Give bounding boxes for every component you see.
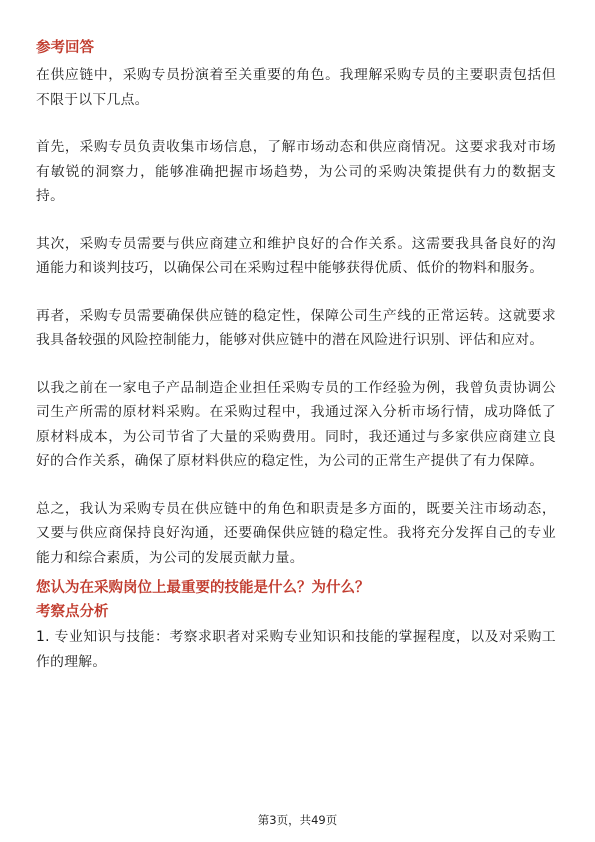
analysis-heading: 考察点分析 (36, 604, 109, 620)
analysis-point: 1. 专业知识与技能：考察求职者对采购专业知识和技能的掌握程度，以及对采购工作的理解。 (36, 629, 556, 670)
page-content (36, 38, 556, 674)
answer-paragraph: 首先，采购专员负责收集市场信息，了解市场动态和供应商情况。这要求我对市场有敏锐的洞察力，能够准确把握市场趋势，为公司的采购决策提供有力的数据支持。 (36, 139, 556, 204)
answer-paragraph: 以我之前在一家电子产品制造企业担任采购专员的工作经验为例，我曾负责协调公司生产所需的原材料采购。在采购过程中，我通过深入分析市场行情，成功降低了原材料成本，为公司节省了大量的采购费用。同时，我还通过与多家供应商建立良好的合作关系，确保了原材料供应的稳定性，为公司的正常生产提供了有力保障。 (36, 379, 556, 469)
answer-paragraph: 在供应链中，采购专员扮演着至关重要的角色。我理解采购专员的主要职责包括但不限于以下几点。 (36, 67, 556, 108)
page-number: 第3页，共49页 (257, 813, 338, 827)
question-title: 您认为在采购岗位上最重要的技能是什么？为什么？ (36, 580, 370, 596)
answer-paragraph: 其次，采购专员需要与供应商建立和维护良好的合作关系。这需要我具备良好的沟通能力和谈判技巧，以确保公司在采购过程中能够获得优质、低价的物料和服务。 (36, 235, 556, 276)
answer-paragraph: 再者，采购专员需要确保供应链的稳定性，保障公司生产线的正常运转。这就要求我具备较强的风险控制能力，能够对供应链中的潜在风险进行识别、评估和应对。 (36, 307, 556, 348)
answer-paragraph: 总之，我认为采购专员在供应链中的角色和职责是多方面的，既要关注市场动态，又要与供应商保持良好沟通，还要确保供应链的稳定性。我将充分发挥自己的专业能力和综合素质，为公司的发展贡献力量。 (36, 500, 556, 566)
answer-heading: 参考回答 (36, 40, 94, 56)
